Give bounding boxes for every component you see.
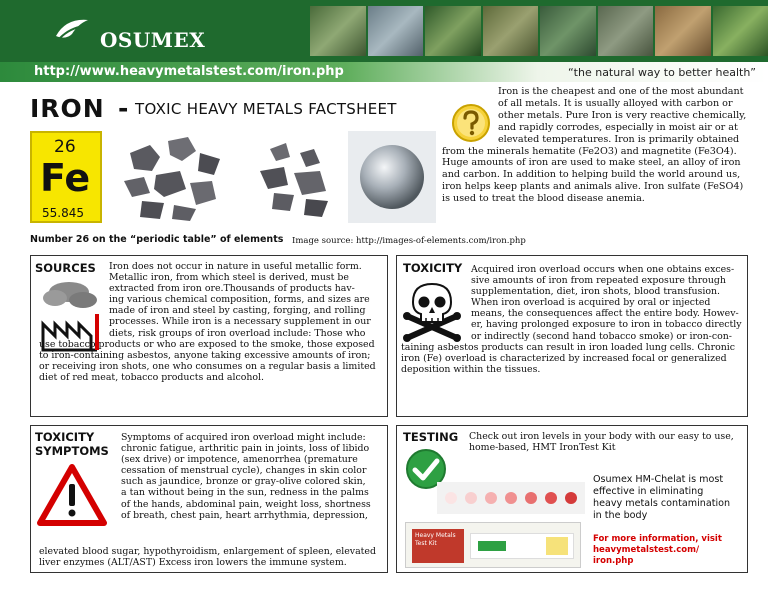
- skull-crossbones-icon: [401, 280, 463, 342]
- toxicity-body: Acquired iron overload occurs when one obtains exces- sive amounts of iron from repeated exposure through supplementation, diet, iron shots, blood transfusion. When iron overload is acquired by oral or injected means, the consequences affect the entire body. Howev- er, having prolonged exposure to iron in tobacco directly or indirectly (second hand tobacco smoke) or iron-con-: [471, 264, 742, 342]
- toxicity-title: TOXICITY: [403, 261, 463, 275]
- symptoms-title-line1: TOXICITY: [35, 430, 95, 444]
- testing-title: TESTING: [403, 430, 459, 444]
- color-chart-strip: [437, 478, 585, 518]
- warning-triangle-icon: [37, 464, 107, 526]
- test-kit-image: [405, 522, 581, 568]
- image-source-credit: Image source: http://images-of-elements.com/iron.php: [292, 236, 526, 246]
- atomic-mass: 55.845: [42, 206, 84, 220]
- sources-body-continued: use tobacco products or who are exposed to the smoke, those exposed to iron-containing asbestos, anyone taking excessive amounts of iron; or receiving iron shots, one who consumes on a regular basis a limited diet of red meat, tobacco products and alcohol.: [39, 339, 376, 384]
- iron-ore-image-2: [250, 131, 340, 223]
- header-banner: [0, 0, 768, 62]
- nature-photo-strip: [310, 6, 768, 56]
- periodic-element-tile: [30, 131, 102, 223]
- toxicity-box: [396, 255, 748, 417]
- page-subtitle: TOXIC HEAVY METALS FACTSHEET: [135, 100, 397, 118]
- test-kit-label: Heavy Metals Test Kit: [412, 529, 464, 563]
- iron-sphere-image: [348, 131, 436, 223]
- more-info-link[interactable]: For more information, visit heavymetalstest.com/ iron.php: [593, 534, 722, 566]
- element-caption: Number 26 on the “periodic table” of elements: [30, 234, 284, 245]
- leaf-logo-icon: [54, 16, 90, 42]
- element-symbol: Fe: [40, 156, 91, 200]
- symptoms-body-continued: elevated blood sugar, hypothyroidism, enlargement of spleen, elevated liver enzymes (ALT/AST) Excess iron lowers the immune system.: [39, 546, 376, 569]
- sources-box: [30, 255, 388, 417]
- sources-body: Iron does not occur in nature in useful metallic form. Metallic iron, from which steel is derived, must be extracted from iron ore.Thousands of products hav- ing various chemical composition, forms, and sizes are made of iron and steel by casting, forging, and rolling processes. While iron is a necessary supplement in our diets, risk groups of iron overload include: Those who: [109, 261, 371, 339]
- page-title: IRON: [30, 94, 105, 123]
- symptoms-body: Symptoms of acquired iron overload might include: chronic fatigue, arthritic pain in joints, loss of libido (sex drive) or impotence, amenorrhea (premature cessation of menstrual cycle), changes in skin color such as jaundice, bronze or gray-olive colored skin, a tan without being in the sun, redness in the palms of the hands, abdominal pain, weight loss, shortness of breath, chest pain, heart arrhythmia, depression,: [121, 432, 371, 521]
- testing-body: Check out iron levels in your body with our easy to use, home-based, HMT IronTest Kit: [469, 431, 734, 454]
- symptoms-box: [30, 425, 388, 573]
- sources-title: SOURCES: [35, 261, 96, 275]
- toxicity-body-continued: taining asbestos products can result in iron loaded lung cells. Chronic iron (Fe) overload is characterized by increased focal or generalized deposition within the tissues.: [401, 342, 735, 376]
- tagline: “the natural way to better health”: [567, 66, 756, 79]
- website-url[interactable]: http://www.heavymetalstest.com/iron.php: [34, 64, 344, 79]
- title-dash: -: [118, 94, 129, 123]
- testing-box: [396, 425, 748, 573]
- atomic-number: 26: [54, 137, 76, 157]
- hm-chelat-promo: Osumex HM-Chelat is most effective in eliminating heavy metals contamination in the body: [593, 474, 731, 521]
- brand-name: OSUMEX: [100, 28, 206, 52]
- iron-ore-image-1: [116, 131, 226, 223]
- symptoms-title-line2: SYMPTOMS: [35, 444, 109, 458]
- intro-paragraph: Iron is the cheapest and one of the most abundant of all metals. It is usually alloyed with carbon or other metals. Pure Iron is very reactive chemically, and rapidly corrodes, especially in moist air or at elevated temperatures. Iron is primarily obtained from the minerals hematite (Fe2O3) and magnetite (Fe3O4). Huge amounts of iron are used to make steel, an alloy of iron and carbon. In addition to helping build the world around us, iron helps keep plants and animals alive. Iron sulfate (FeSO4) is used to treat the blood disease anemia.: [442, 86, 747, 205]
